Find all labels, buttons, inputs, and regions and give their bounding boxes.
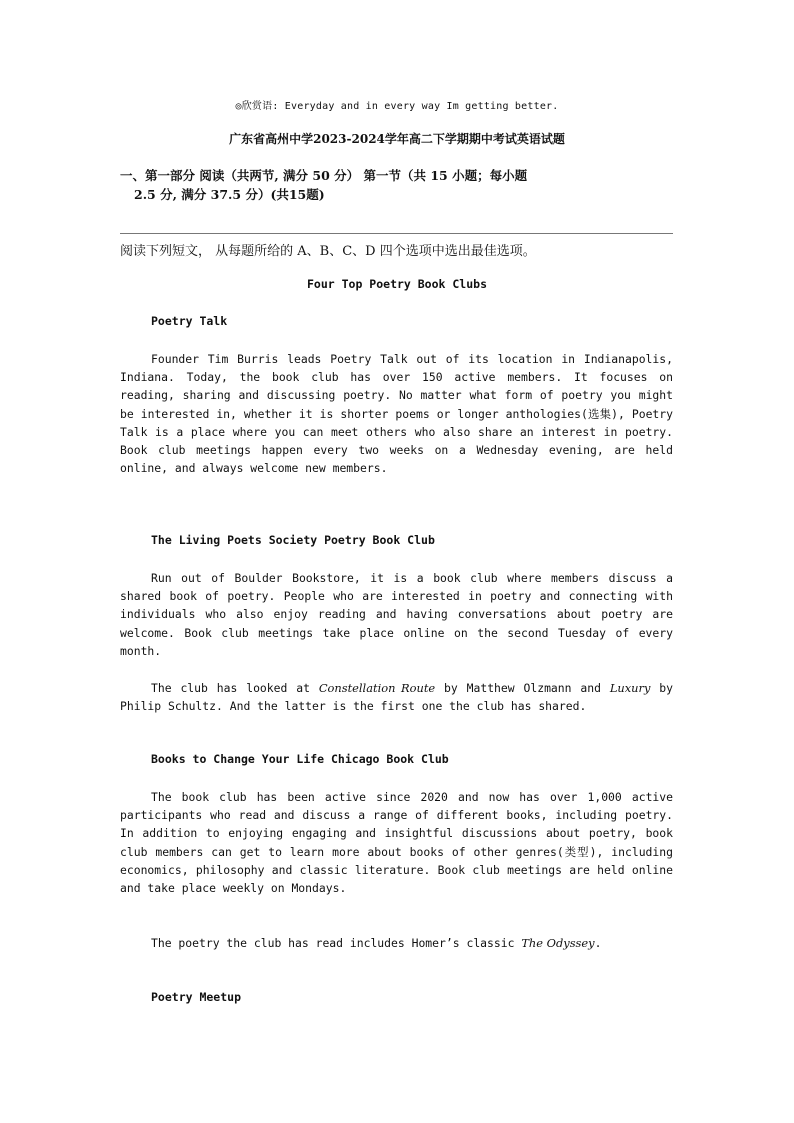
part-heading-line2: 2.5 分, 满分 37.5 分）(共15题) — [134, 187, 325, 202]
article-title: Four Top Poetry Book Clubs — [306, 277, 487, 291]
part-heading — [120, 166, 660, 204]
paragraph-text: by Matthew Olzmann and — [435, 681, 610, 695]
section-books-to-change-body — [120, 788, 673, 897]
section-heading-books-to-change: Books to Change Your Life Chicago Book Club — [151, 752, 449, 766]
section-poetry-talk-body — [120, 350, 673, 477]
paragraph-text: . — [594, 936, 602, 950]
paragraph-text: The club has looked at — [151, 681, 319, 695]
part-heading-line1: 一、第一部分 阅读（共两节, 满分 50 分） 第一节（共 15 小题；每小题 — [120, 168, 528, 183]
section-heading-living-poets: The Living Poets Society Poetry Book Club — [151, 533, 435, 547]
paragraph — [120, 569, 673, 660]
section-living-poets-body — [120, 569, 673, 660]
section-divider — [120, 233, 673, 234]
book-title-luxury: Luxury — [609, 681, 651, 695]
paragraph — [120, 350, 673, 477]
paragraph-text: Run out of Boulder Bookstore, it is a book club where members discuss a shared book of poetry. People who are interested in poetry and connecting with individuals who also enjoy reading and having conversations about poetry are welcome. Book club meetings take place online on the second Tuesday of every month. — [120, 571, 673, 658]
instruction-text: 阅读下列短文， 从每题所给的 A、B、C、D 四个选项中选出最佳选项。 — [120, 244, 536, 259]
paragraph-text: by Philip Schultz. And the latter is the first one the club has shared. — [120, 681, 673, 714]
paragraph — [120, 934, 673, 952]
section-heading-poetry-meetup: Poetry Meetup — [151, 990, 242, 1004]
paragraph-text: Founder Tim Burris leads Poetry Talk out of its location in Indianapolis, Indiana. Today, the book club has over 150 active members. It focuses on reading, sharing and discussing poetry. No matter what form of poetry you might be interested in, whether it is shorter poems or longer anthologies(选集), Poetry Talk is a place where you can meet others who also share an interest in poetry. Book club meetings happen every two weeks on a Wednesday evening, are held online, and always welcome new members. — [120, 352, 673, 476]
section-living-poets-body-2 — [120, 679, 673, 715]
paragraph — [120, 788, 673, 897]
book-title-the-odyssey: The Odyssey — [521, 936, 595, 950]
paragraph-text: The book club has been active since 2020 and now has over 1,000 active participants who read and discuss a range of different books, including poetry. In addition to enjoying engaging and insightful discussions about poetry, book club members can get to learn more about books of other genres(类型), including economics, philosophy and classic literature. Book club meetings are held online and take place weekly on Mondays. — [120, 790, 673, 896]
section-books-to-change-body-2 — [120, 934, 673, 952]
section-heading-poetry-talk: Poetry Talk — [151, 314, 228, 328]
header-motto: ◎欣赏语: Everyday and in every way Im getting better. — [235, 101, 559, 112]
paragraph — [120, 679, 673, 715]
book-title-constellation-route: Constellation Route — [318, 681, 436, 695]
paragraph-text: The poetry the club has read includes Homer’s classic — [151, 936, 522, 950]
document-title: 广东省高州中学2023-2024学年高二下学期期中考试英语试题 — [229, 132, 565, 146]
